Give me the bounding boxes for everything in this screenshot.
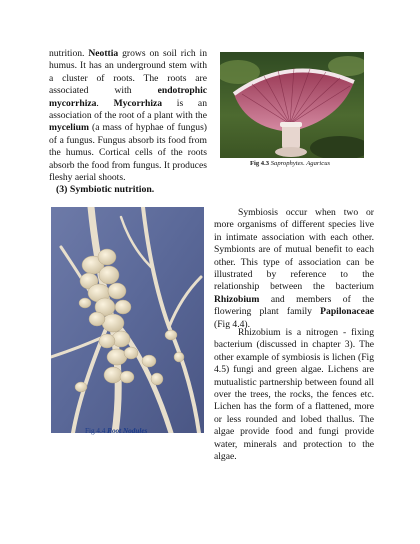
text-run: (Fig 4.4). <box>214 318 250 330</box>
text-run: . <box>96 97 114 109</box>
bold-term: Mycorrhiza <box>113 97 163 109</box>
root-nodules-image <box>51 207 204 433</box>
bold-term: mycelium <box>49 122 89 134</box>
text-run: and members of the flowering plant family <box>214 293 374 318</box>
text-run: Rhizobium is a nitrogen - fixing bacterium (discussed in chapter 3). The other example of symbiosis is lichen (Fig 4.5) fungi and green algae. Lichens are mutualistic partnership between found all over the trees, the rocks, the fences etc. Lichen has the form of a flattened, more or less rounded and lobed thallus. The algae provide food and fungi provide water, minerals and protection to the algae. <box>214 327 374 463</box>
caption-title: Root Nodules <box>107 427 148 435</box>
caption-label: Fig 4.3 <box>250 160 270 167</box>
root-nodules-figure <box>51 207 204 433</box>
fig-4-4-caption <box>85 427 147 435</box>
text-run: nutrition. <box>49 48 89 59</box>
fig-4-3-caption <box>250 160 330 167</box>
agaricus-mushroom-image <box>220 52 364 158</box>
caption-title: Saprophytes. Agaricus <box>270 160 331 167</box>
section-heading: (3) Symbiotic nutrition. <box>56 184 155 195</box>
text-run: (a mass of hyphae of fungus) of a fungus. Fungus absorb its food from the humus. Cortical cells of the roots absorb the food from fungus. It produces fleshy aerial shoots. <box>49 122 207 184</box>
bold-term: Papilonaceae <box>320 306 374 318</box>
bold-term: Neottia <box>88 48 119 59</box>
rhizobium-paragraph <box>214 327 374 463</box>
left-paragraph <box>49 48 207 184</box>
text-run: Symbiosis occur when two or more organisms of different species live in intimate association with each other. Symbionts are of mutual benefit to each other. This type of association can be illustrated by reference to the relationship between the bacterium <box>214 207 374 293</box>
text-run: grows on soil rich in humus. It has an underground stem with a cluster of roots. The roots are associated with <box>49 48 208 97</box>
mushroom-figure <box>220 52 364 158</box>
text-run: is an association of the root of a plant with the <box>49 97 207 122</box>
bold-term: Rhizobium <box>214 293 260 305</box>
caption-label: Fig 4.4 <box>85 427 106 435</box>
symbiosis-paragraph <box>214 207 374 331</box>
bold-term: endotrophic mycorrhiza <box>49 85 207 109</box>
